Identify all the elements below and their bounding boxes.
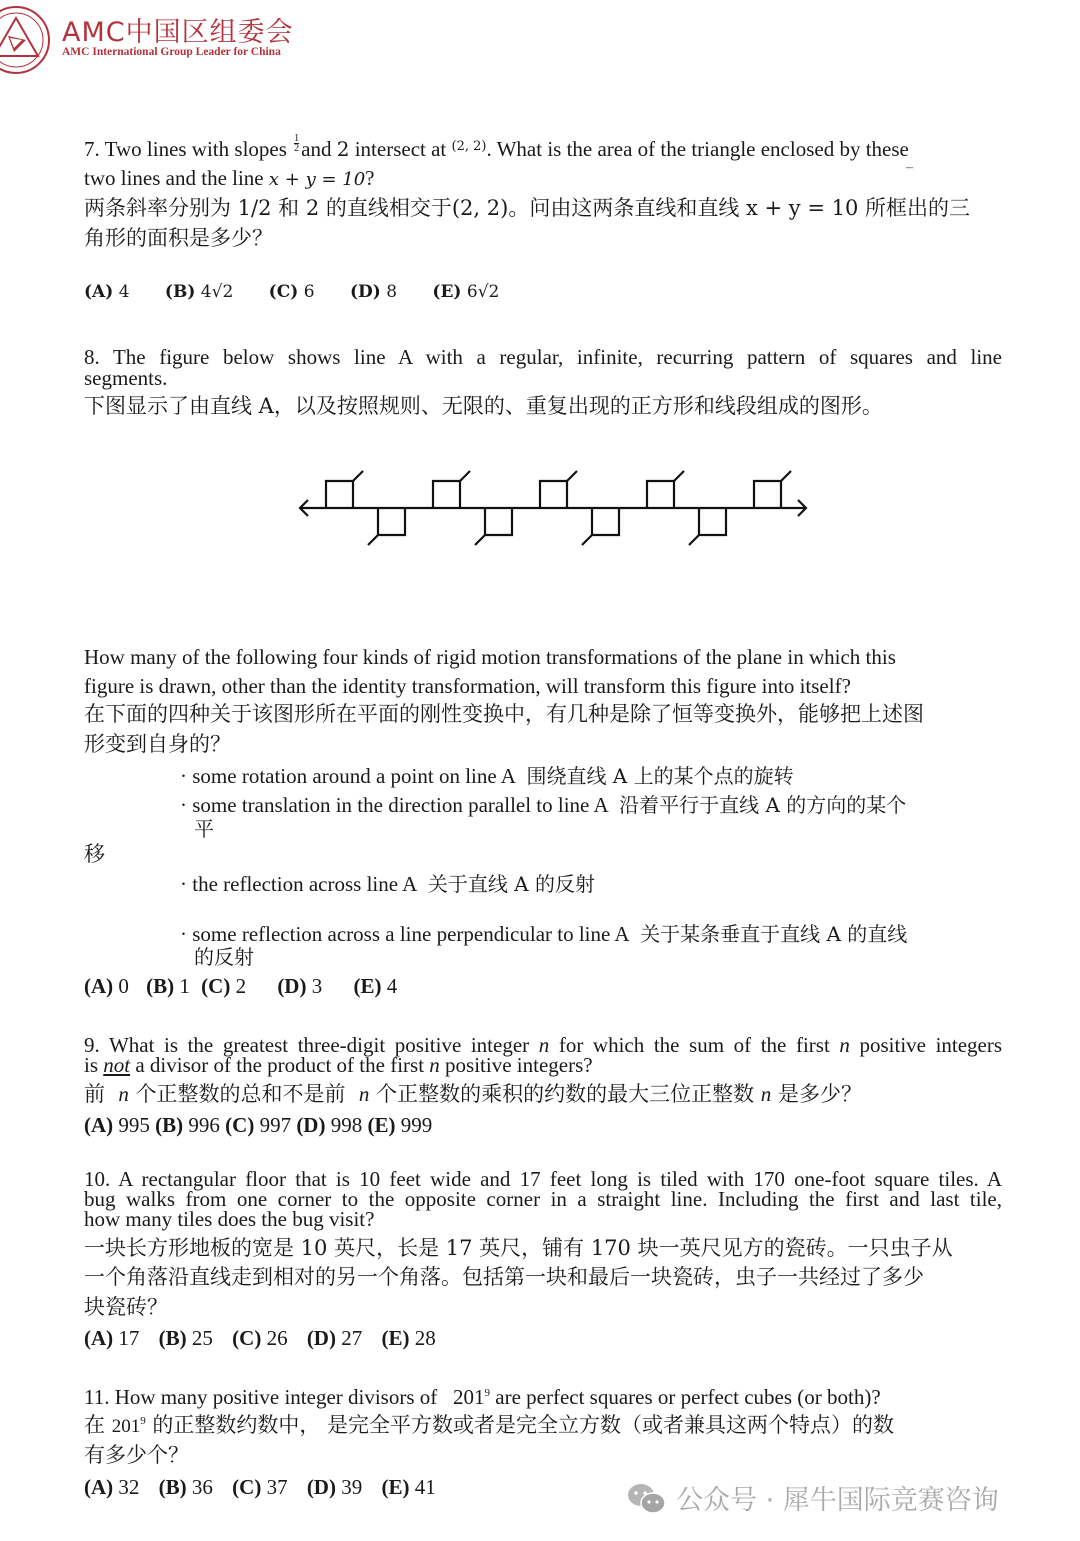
q7-option-c[interactable]: (C) 6 [268, 282, 315, 302]
item-cn: 关于直线 A 的反射 [427, 872, 595, 896]
upper-diagonal-segment [353, 471, 363, 481]
upper-diagonal-segment [781, 471, 791, 481]
q10-options [84, 1326, 436, 1350]
stray-dash: – [906, 160, 913, 175]
upper-square [754, 481, 781, 508]
q7-line-equation: x + y = 10 [268, 169, 366, 190]
q8-item-reflection-perpendicular-cont: 的反射 [194, 945, 254, 969]
q8-item-translation [180, 793, 906, 817]
lower-diagonal-segment [582, 535, 592, 545]
upper-diagonal-segment [567, 471, 577, 481]
q10-option-d[interactable]: (D) 27 [306, 1326, 363, 1350]
q9-option-a[interactable]: (A) 995 [84, 1113, 150, 1137]
q7-text-line1 [84, 132, 909, 165]
q11-cn-line2: 有多少个？ [84, 1443, 189, 1467]
q8-question-line2: figure is drawn, other than the identity transformation, will transform this figure into itself? [84, 674, 851, 698]
lower-diagonal-segment [368, 535, 378, 545]
lower-square [485, 508, 512, 535]
power-exponent: 9 [484, 1387, 491, 1399]
q9-option-d[interactable]: (D) 998 [296, 1113, 363, 1137]
q11-option-b[interactable]: (B) 36 [158, 1475, 213, 1499]
q7-option-a[interactable]: (A) 4 [84, 282, 130, 302]
q10-option-a[interactable]: (A) 17 [84, 1326, 140, 1350]
q8-option-c[interactable]: (C) 2 [201, 974, 247, 998]
power-base: 201 [453, 1385, 485, 1409]
q8-cn-line1: 下图显示了由直线 A，以及按照规则、无限的、重复出现的正方形和线段组成的图形。 [84, 394, 883, 418]
q7-slope: 2 [336, 137, 350, 161]
q11-option-d[interactable]: (D) 39 [306, 1475, 363, 1499]
q7-text: two lines and the line [84, 166, 264, 190]
variable-n: n [538, 1033, 550, 1057]
q10-text-line3: how many tiles does the bug visit? [84, 1207, 375, 1231]
q8-item-translation-wrap: 移 [84, 842, 105, 866]
q8-option-e[interactable]: (E) 4 [353, 974, 398, 998]
q8-item-translation-cont: 平 [194, 817, 214, 841]
q10-cn-line3: 块瓷砖？ [84, 1295, 168, 1319]
q8-question-cn2: 形变到自身的？ [84, 732, 231, 756]
lower-square [592, 508, 619, 535]
power-base: 201 [111, 1416, 141, 1437]
q10-option-e[interactable]: (E) 28 [381, 1326, 436, 1350]
brand-title: AMC中国区组委会 [62, 17, 294, 48]
q8-text-line2: segments. [84, 366, 168, 390]
emphasis-not: not [103, 1053, 131, 1077]
q7-cn-line1: 两条斜率分别为 1/2 和 2 的直线相交于(2, 2)。问由这两条直线和直线 x + y = 10 所框出的三 [84, 196, 970, 220]
line-a-pattern-figure [290, 462, 820, 557]
q9-text-line2: is not a divisor of the product of the first n positive integers? [84, 1053, 593, 1077]
upper-square [540, 481, 567, 508]
fraction-one-half [294, 134, 299, 153]
q7-text: and [301, 137, 332, 161]
q11-option-e[interactable]: (E) 41 [381, 1475, 436, 1499]
watermark-text: 公众号 · 犀牛国际竞赛咨询 [676, 1485, 999, 1516]
q7-text: 7. Two lines with slopes [84, 137, 287, 161]
variable-n: n [118, 1082, 129, 1106]
q7-option-b[interactable]: (B) 4√2 [164, 282, 234, 302]
q7-point: (2, 2) [451, 139, 487, 154]
q7-text: . What is the area of the triangle enclosed by these [486, 137, 909, 161]
item-en: · some rotation around a point on line A [180, 764, 516, 788]
upper-diagonal-segment [674, 471, 684, 481]
q8-text-line1: 8. The figure below shows line A with a regular, infinite, recurring pattern of squares and line [84, 345, 1002, 369]
q7-option-d[interactable]: (D) 8 [349, 282, 398, 302]
brand-subtitle: AMC International Group Leader for China [62, 46, 281, 58]
q11-options [84, 1475, 436, 1499]
upper-square [433, 481, 460, 508]
q8-item-reflection-perpendicular [180, 922, 907, 946]
variable-n: n [429, 1053, 440, 1077]
item-cn: 关于某条垂直于直线 A 的直线 [640, 922, 908, 946]
q10-text-line1: 10. A rectangular floor that is 10 feet wide and 17 feet long is tiled with 170 one-foot square tiles. A [84, 1167, 1002, 1191]
q11-option-a[interactable]: (A) 32 [84, 1475, 140, 1499]
q7-cn-line2: 角形的面积是多少？ [84, 226, 273, 250]
q11-option-c[interactable]: (C) 37 [232, 1475, 288, 1499]
q8-option-b[interactable]: (B) 1 [146, 974, 190, 998]
item-en: · some reflection across a line perpendicular to line A [180, 922, 630, 946]
lower-square [378, 508, 405, 535]
variable-n: n [839, 1033, 850, 1057]
item-cn: 沿着平行于直线 A 的方向的某个 [619, 793, 907, 817]
frac-numerator: 1 [294, 132, 300, 144]
q11-text-line1: 11. How many positive integer divisors of $201^9$ are perfect squares or perfect cubes (or both)? [84, 1385, 881, 1409]
q8-item-reflection-line-a [180, 872, 595, 896]
q8-item-rotation [180, 764, 794, 788]
q10-option-b[interactable]: (B) 25 [158, 1326, 213, 1350]
q8-question-line1: How many of the following four kinds of rigid motion transformations of the plane in which this [84, 645, 896, 669]
q9-options [84, 1113, 432, 1137]
wechat-icon [626, 1482, 668, 1516]
upper-square [326, 481, 353, 508]
q10-option-c[interactable]: (C) 26 [232, 1326, 288, 1350]
power-exponent: 9 [140, 1415, 146, 1427]
variable-n: n [760, 1082, 772, 1106]
q9-option-b[interactable]: (B) 996 [155, 1113, 220, 1137]
variable-n: n [358, 1082, 370, 1106]
q9-text-line1: 9. What is the greatest three-digit positive integer n for which the sum of the first n positive integers [84, 1033, 1003, 1057]
lower-diagonal-segment [475, 535, 485, 545]
q11-cn-line1: 在 $201^9$ 的正整数约数中， 是完全平方数或者是完全立方数（或者兼具这两个特点）的数 [84, 1413, 895, 1437]
lower-square [699, 508, 726, 535]
amc-seal-icon [0, 4, 56, 74]
q9-option-c[interactable]: (C) 997 [225, 1113, 292, 1137]
q8-question-cn1: 在下面的四种关于该图形所在平面的刚性变换中，有几种是除了恒等变换外，能够把上述图 [84, 702, 924, 726]
q7-text: ? [365, 166, 375, 190]
q7-text-line2 [84, 166, 375, 192]
q8-options [84, 974, 397, 998]
q9-cn-line1: 前 n 个正整数的总和不是前 n 个正整数的乘积的约数的最大三位正整数 n 是多少？ [84, 1082, 862, 1106]
q8-option-d[interactable]: (D) 3 [277, 974, 323, 998]
q8-option-a[interactable]: (A) 0 [84, 974, 129, 998]
item-en: · the reflection across line A [180, 872, 418, 896]
item-en: · some translation in the direction parallel to line A [180, 793, 609, 817]
lower-diagonal-segment [689, 535, 699, 545]
q10-cn-line2: 一个角落沿直线走到相对的另一个角落。包括第一块和最后一块瓷砖，虫子一共经过了多少 [84, 1265, 924, 1289]
item-cn: 围绕直线 A 上的某个点的旋转 [526, 764, 794, 788]
q7-option-e[interactable]: (E) 6√2 [432, 282, 500, 302]
upper-diagonal-segment [460, 471, 470, 481]
q7-options [84, 282, 499, 302]
q10-cn-line1: 一块长方形地板的宽是 10 英尺，长是 17 英尺，铺有 170 块一英尺见方的瓷砖。一只虫子从 [84, 1236, 953, 1260]
q10-text-line2: bug walks from one corner to the opposite corner in a straight line. Including the first and last tile, [84, 1187, 1002, 1211]
upper-square [647, 481, 674, 508]
q9-option-e[interactable]: (E) 999 [367, 1113, 433, 1137]
frac-denominator: 2 [294, 142, 300, 154]
q7-text: intersect at [354, 137, 447, 161]
